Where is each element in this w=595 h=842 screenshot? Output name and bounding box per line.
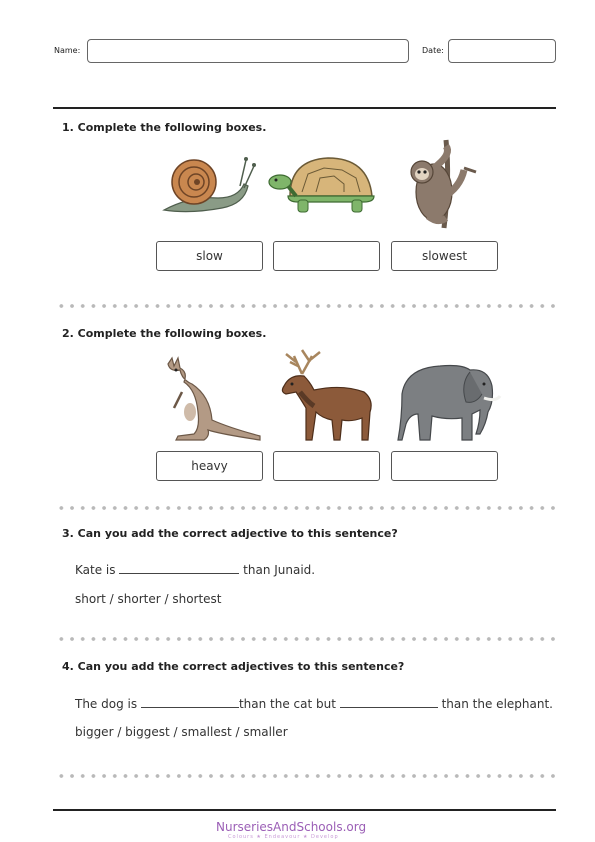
snail-icon <box>160 152 256 216</box>
question-3-title: 3. Can you add the correct adjective to this sentence? <box>62 527 398 540</box>
q4-blank-2[interactable] <box>340 695 438 708</box>
tortoise-icon <box>268 152 380 216</box>
q3-sentence-end: than Junaid. <box>243 563 316 577</box>
dotted-divider <box>56 774 556 778</box>
date-field[interactable] <box>448 39 556 63</box>
date-label: Date: <box>422 46 444 55</box>
q3-options: short / shorter / shortest <box>75 592 222 606</box>
q4-sentence-start: The dog is <box>75 697 138 711</box>
q3-sentence <box>75 561 315 577</box>
q1-box-2[interactable] <box>273 241 380 271</box>
q3-blank[interactable] <box>119 561 239 574</box>
q2-box-1[interactable]: heavy <box>156 451 263 481</box>
name-label: Name: <box>54 46 81 55</box>
q4-blank-1[interactable] <box>141 695 239 708</box>
elk-icon <box>272 348 376 442</box>
dotted-divider <box>56 637 556 641</box>
kangaroo-icon <box>160 356 262 442</box>
footer-tagline: Colours ★ Endeavour ★ Develop <box>228 834 339 840</box>
q3-sentence-start: Kate is <box>75 563 116 577</box>
question-1-title: 1. Complete the following boxes. <box>62 121 267 134</box>
sloth-icon <box>404 138 480 230</box>
q4-sentence <box>75 695 553 711</box>
q4-sentence-end: than the elephant. <box>441 697 553 711</box>
q4-sentence-mid: than the cat but <box>238 697 336 711</box>
footer-rule <box>53 809 556 811</box>
q2-box-3[interactable] <box>391 451 498 481</box>
q1-box-1[interactable]: slow <box>156 241 263 271</box>
question-4-title: 4. Can you add the correct adjectives to this sentence? <box>62 660 405 673</box>
header-rule <box>53 107 556 109</box>
q2-box-2[interactable] <box>273 451 380 481</box>
q1-box-3[interactable]: slowest <box>391 241 498 271</box>
name-field[interactable] <box>87 39 409 63</box>
question-2-title: 2. Complete the following boxes. <box>62 327 267 340</box>
footer-logo[interactable]: NurseriesAndSchools.org <box>216 820 367 834</box>
q4-options: bigger / biggest / smallest / smaller <box>75 725 288 739</box>
dotted-divider <box>56 506 556 510</box>
dotted-divider <box>56 304 556 308</box>
elephant-icon <box>396 354 502 442</box>
